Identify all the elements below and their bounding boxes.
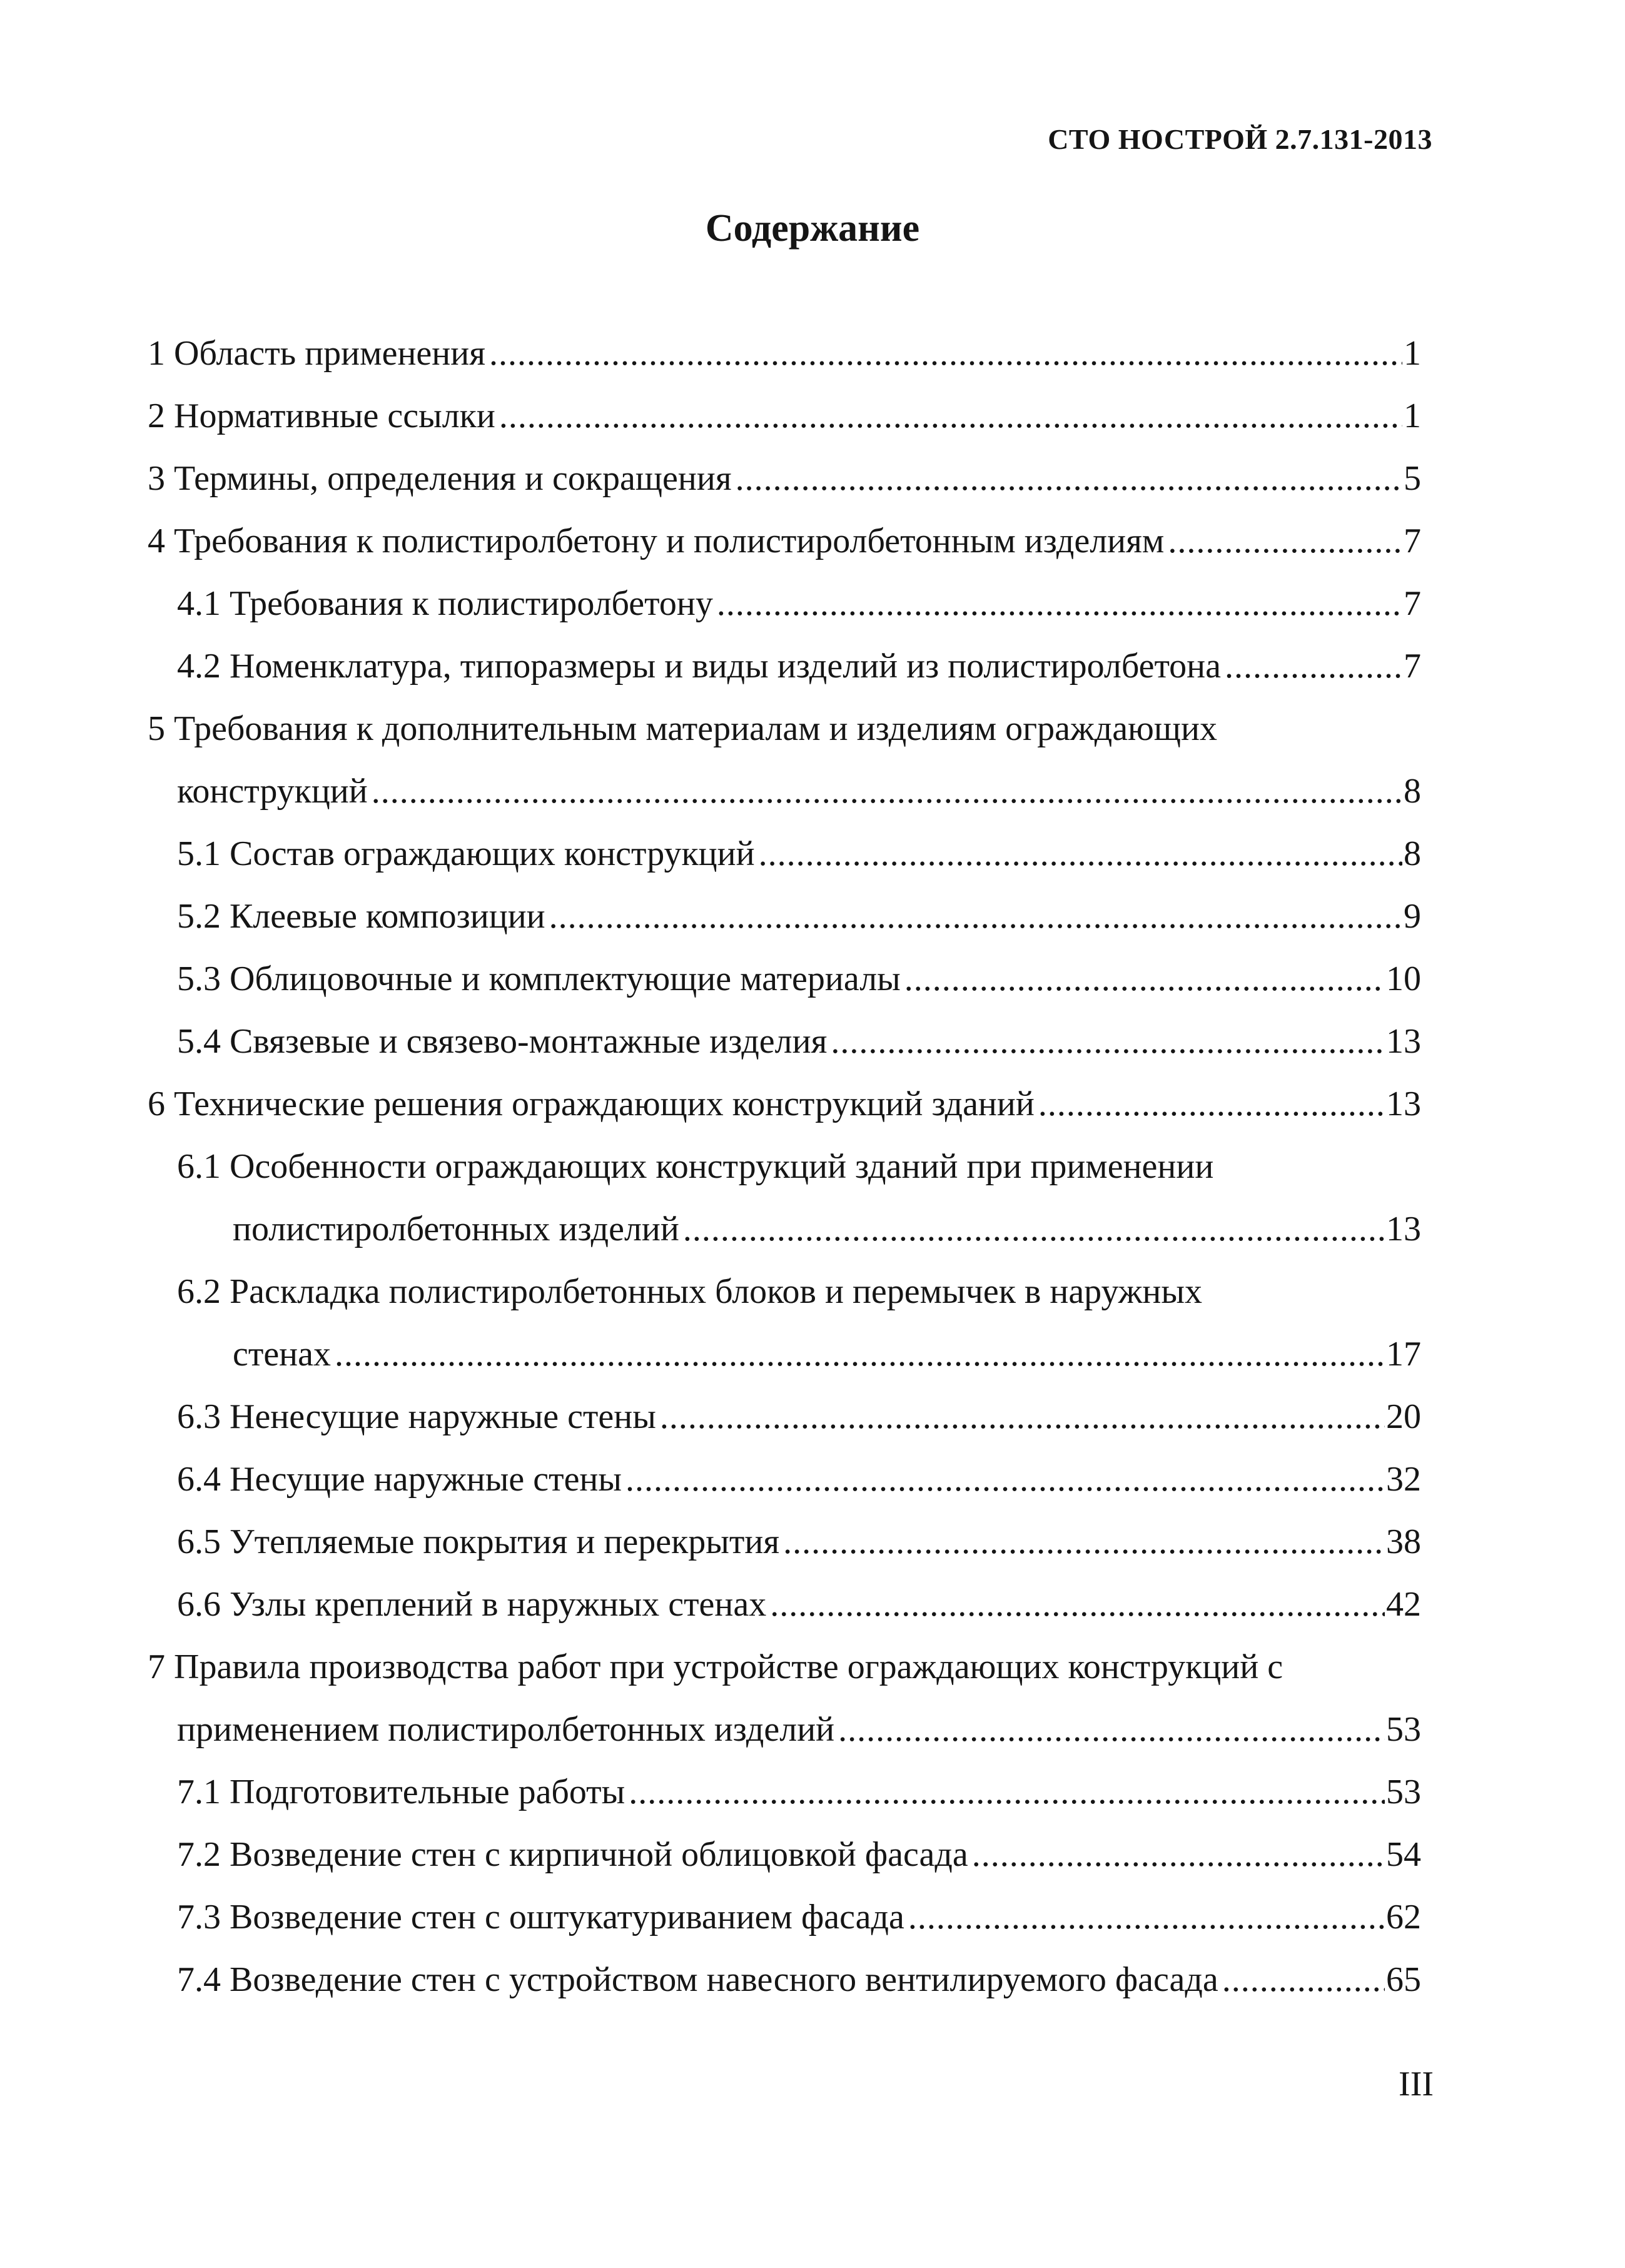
toc-entry [148, 885, 1421, 948]
toc-entry-page: 17 [1386, 1335, 1421, 1374]
toc-entry-label: 5.1 Состав ограждающих конструкций [177, 834, 755, 873]
toc-entry-page: 13 [1386, 1210, 1421, 1248]
toc-entry-label: 6.2 Раскладка полистиролбетонных блоков и перемычек в наружных [177, 1272, 1202, 1311]
toc-entry [148, 1448, 1421, 1511]
toc-entry-label: 7.1 Подготовительные работы [177, 1773, 625, 1811]
toc-dot-leader [904, 948, 1385, 1010]
toc-entry-page: 62 [1386, 1898, 1421, 1936]
toc-entry-label: 7.4 Возведение стен с устройством навесного вентилируемого фасада [177, 1960, 1218, 1999]
toc-entry-page: 42 [1386, 1585, 1421, 1624]
toc-entry-label: 6.5 Утепляемые покрытия и перекрытия [177, 1522, 780, 1561]
table-of-contents [148, 322, 1421, 2011]
toc-entry-label: 2 Нормативные ссылки [148, 397, 495, 435]
toc-entry [148, 1073, 1421, 1135]
toc-entry-page: 65 [1386, 1960, 1421, 1999]
toc-entry [148, 1323, 1421, 1385]
toc-entry-label: конструкций [177, 772, 368, 811]
toc-entry-label: 5.4 Связевые и связево-монтажные изделия [177, 1022, 828, 1061]
toc-entry [148, 1385, 1421, 1448]
toc-dot-leader [1168, 510, 1402, 572]
toc-entry-label: полистиролбетонных изделий [233, 1210, 679, 1248]
toc-entry-label: 5.3 Облицовочные и комплектующие материалы [177, 959, 901, 998]
toc-dot-leader [1038, 1073, 1385, 1135]
toc-dot-leader [499, 385, 1402, 447]
toc-entry-label: 7.3 Возведение стен с оштукатуриванием фасада [177, 1898, 904, 1936]
toc-entry-label: 6.3 Ненесущие наружные стены [177, 1397, 656, 1436]
toc-entry [148, 1198, 1421, 1260]
toc-entry-label: 4 Требования к полистиролбетону и полистиролбетонным изделиям [148, 522, 1165, 560]
toc-dot-leader [660, 1385, 1385, 1448]
toc-entry-label: 6 Технические решения ограждающих конструкций зданий [148, 1085, 1035, 1123]
toc-entry [148, 385, 1421, 447]
toc-entry [148, 1636, 1421, 1698]
page-number: III [1399, 2065, 1434, 2103]
toc-entry-label: 6.1 Особенности ограждающих конструкций зданий при применении [177, 1147, 1214, 1186]
toc-dot-leader [629, 1761, 1385, 1823]
toc-dot-leader [372, 760, 1402, 823]
toc-entry-page: 8 [1404, 834, 1421, 873]
toc-dot-leader [831, 1010, 1385, 1073]
toc-entry-page: 1 [1404, 334, 1421, 373]
toc-entry-label: 1 Область применения [148, 334, 485, 373]
toc-entry-page: 10 [1386, 959, 1421, 998]
toc-entry-label: применением полистиролбетонных изделий [177, 1710, 835, 1749]
toc-dot-leader [1225, 635, 1402, 697]
toc-entry [148, 760, 1421, 823]
toc-entry [148, 447, 1421, 510]
toc-entry-page: 13 [1386, 1022, 1421, 1061]
toc-entry-page: 20 [1386, 1397, 1421, 1436]
toc-entry-label: 6.4 Несущие наружные стены [177, 1460, 622, 1499]
toc-entry [148, 572, 1421, 635]
toc-entry [148, 1010, 1421, 1073]
toc-entry-page: 5 [1404, 459, 1421, 498]
toc-entry [148, 635, 1421, 697]
toc-dot-leader [759, 823, 1402, 885]
toc-dot-leader [783, 1511, 1385, 1573]
toc-dot-leader [549, 885, 1402, 948]
toc-dot-leader [908, 1886, 1385, 1948]
toc-dot-leader [625, 1448, 1385, 1511]
toc-entry [148, 510, 1421, 572]
toc-entry-label: 6.6 Узлы креплений в наружных стенах [177, 1585, 767, 1624]
toc-entry-page: 54 [1386, 1835, 1421, 1874]
toc-entry [148, 1573, 1421, 1636]
toc-entry-page: 7 [1404, 647, 1421, 686]
toc-dot-leader [489, 322, 1402, 385]
toc-dot-leader [770, 1573, 1385, 1636]
toc-entry-page: 9 [1404, 897, 1421, 936]
toc-entry-label: 7.2 Возведение стен с кирпичной облицовкой фасада [177, 1835, 968, 1874]
toc-dot-leader [736, 447, 1402, 510]
toc-entry-page: 7 [1404, 584, 1421, 623]
toc-entry [148, 1135, 1421, 1198]
toc-entry [148, 1823, 1421, 1886]
toc-entry-label: 5 Требования к дополнительным материалам и изделиям ограждающих [148, 709, 1217, 748]
toc-entry-page: 8 [1404, 772, 1421, 811]
toc-dot-leader [838, 1698, 1385, 1761]
toc-dot-leader [972, 1823, 1385, 1886]
document-code: СТО НОСТРОЙ 2.7.131-2013 [1048, 123, 1432, 155]
toc-entry-page: 1 [1404, 397, 1421, 435]
toc-entry-label: 4.1 Требования к полистиролбетону [177, 584, 713, 623]
toc-entry-label: 3 Термины, определения и сокращения [148, 459, 732, 498]
toc-dot-leader [683, 1198, 1385, 1260]
toc-entry [148, 697, 1421, 760]
toc-entry [148, 322, 1421, 385]
toc-entry-label: 4.2 Номенклатура, типоразмеры и виды изделий из полистиролбетона [177, 647, 1222, 686]
toc-entry [148, 1948, 1421, 2011]
toc-dot-leader [1222, 1948, 1385, 2011]
toc-entry-page: 7 [1404, 522, 1421, 560]
toc-entry-page: 38 [1386, 1522, 1421, 1561]
page-title: Содержание [705, 207, 920, 250]
toc-entry-page: 53 [1386, 1773, 1421, 1811]
toc-entry-page: 32 [1386, 1460, 1421, 1499]
toc-entry [148, 1886, 1421, 1948]
toc-entry [148, 1260, 1421, 1323]
toc-entry [148, 1698, 1421, 1761]
toc-entry-label: стенах [233, 1335, 332, 1374]
toc-entry [148, 1511, 1421, 1573]
toc-entry-label: 5.2 Клеевые композиции [177, 897, 545, 936]
toc-entry-page: 53 [1386, 1710, 1421, 1749]
toc-dot-leader [717, 572, 1402, 635]
toc-dot-leader [335, 1323, 1385, 1385]
toc-entry [148, 948, 1421, 1010]
toc-entry [148, 823, 1421, 885]
toc-entry [148, 1761, 1421, 1823]
toc-entry-label: 7 Правила производства работ при устройстве ограждающих конструкций с [148, 1648, 1283, 1686]
toc-entry-page: 13 [1386, 1085, 1421, 1123]
